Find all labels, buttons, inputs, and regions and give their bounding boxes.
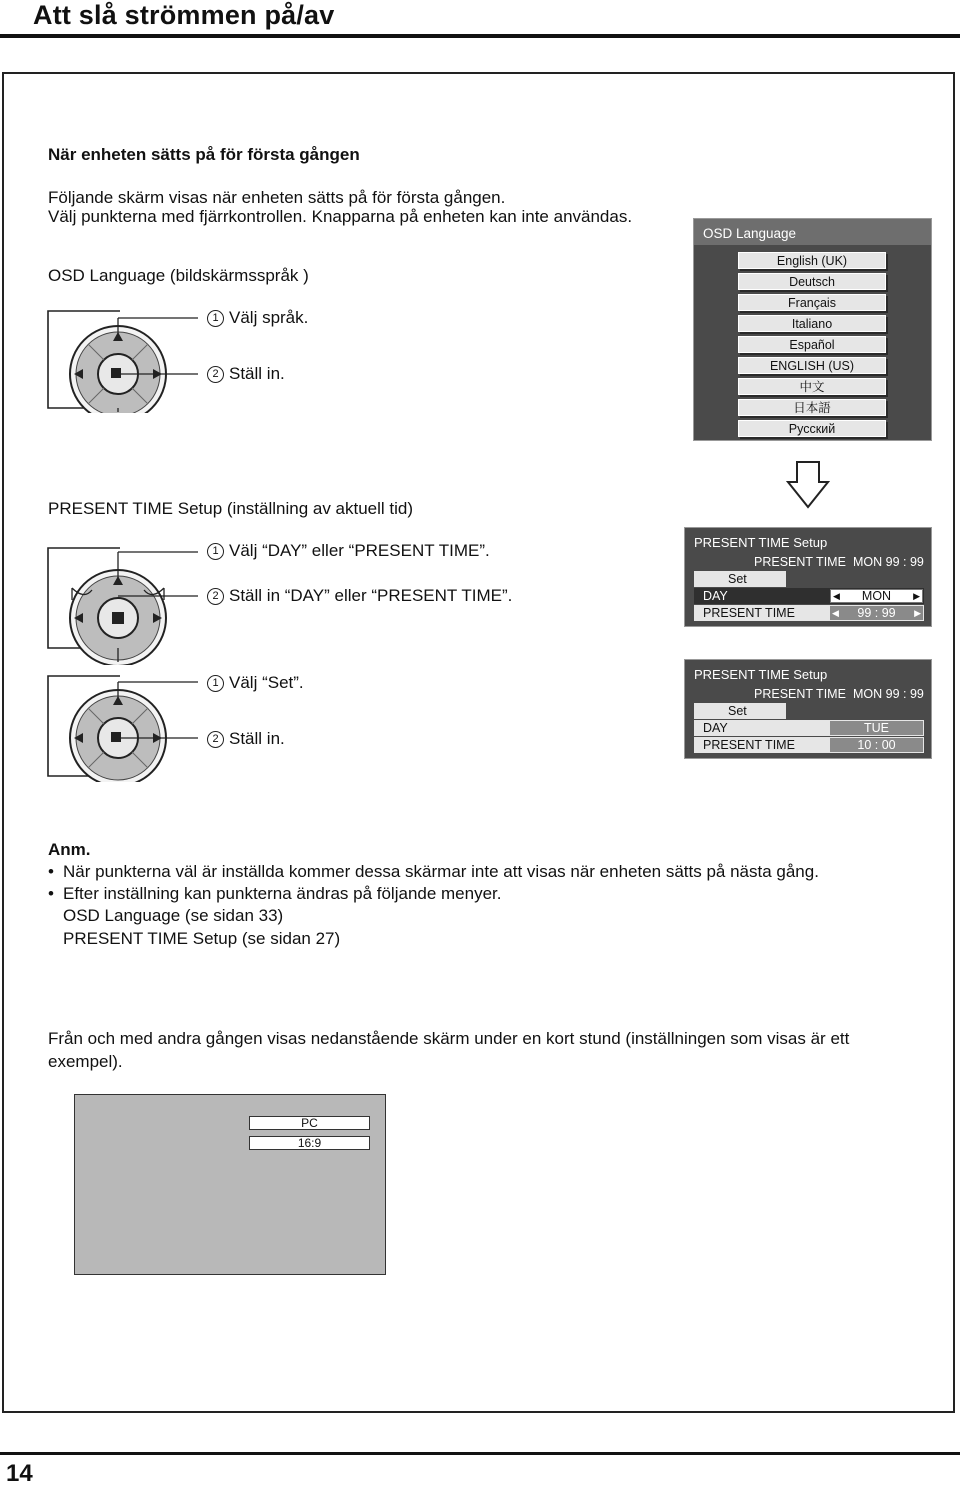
step-text: Välj “Set”. (229, 673, 304, 692)
footer-rule (0, 1452, 960, 1455)
screen-example (74, 1094, 386, 1275)
bullet: • (48, 884, 54, 903)
present-time-panel-b (684, 659, 932, 759)
language-option[interactable]: 日本語 (738, 399, 886, 416)
remote-dpad-diagram-2 (44, 540, 204, 665)
right-arrow-icon: ▶ (913, 591, 920, 601)
panel-b-time-label: PRESENT TIME (703, 738, 795, 752)
step-number: 1 (207, 675, 224, 692)
pt-step-3 (207, 673, 304, 693)
step-text: Ställ in. (229, 364, 285, 383)
note-ref-1: OSD Language (se sidan 33) (63, 906, 284, 925)
step-text: Välj språk. (229, 308, 309, 327)
step-number: 1 (207, 543, 224, 560)
osd-language-panel (693, 218, 932, 441)
step-number: 2 (207, 588, 224, 605)
note-bullet-2-text: Efter inställning kan punkterna ändras på följande menyer. (63, 884, 502, 903)
note-bullet-2 (48, 884, 54, 903)
bullet: • (48, 862, 54, 881)
panel-b-current-value: MON 99 : 99 (853, 687, 924, 701)
language-list (738, 252, 886, 441)
step-number: 2 (207, 366, 224, 383)
panel-a-day-value-text: MON (861, 589, 892, 603)
section2-text-line-1: Från och med andra gången visas nedanstående skärm under en kort stund (inställningen som visas är ett (48, 1029, 850, 1048)
intro-line-1: Följande skärm visas när enheten sätts på för första gången. (48, 188, 506, 207)
present-time-panel-a (684, 527, 932, 627)
language-option[interactable]: 中文 (738, 378, 886, 395)
osd-language-label: OSD Language (bildskärmsspråk ) (48, 266, 309, 285)
panel-b-title: PRESENT TIME Setup (694, 667, 828, 682)
title-rule (0, 34, 960, 38)
step-text: Ställ in. (229, 729, 285, 748)
pt-step-2 (207, 586, 512, 606)
page-title: Att slå strömmen på/av (33, 0, 335, 30)
language-option[interactable]: Français (738, 294, 886, 311)
intro-line-2: Välj punkterna med fjärrkontrollen. Knapparna på enheten kan inte användas. (48, 207, 633, 226)
osd-step-1 (207, 308, 308, 328)
note-bullet-1-text: När punkterna väl är inställda kommer dessa skärmar inte att visas när enheten sätts på nästa gång. (63, 862, 819, 881)
panel-a-title: PRESENT TIME Setup (694, 535, 828, 550)
panel-a-time-value-text: 99 : 99 (857, 606, 896, 620)
panel-a-current-value: MON 99 : 99 (853, 555, 924, 569)
remote-dpad-diagram-1 (44, 308, 204, 413)
section2-text-line-2: exempel). (48, 1052, 123, 1071)
panel-b-current-label: PRESENT TIME (754, 687, 846, 701)
panel-a-time-label: PRESENT TIME (703, 606, 795, 620)
panel-a-set-button[interactable]: Set (694, 571, 786, 587)
note-bullet-1 (48, 862, 54, 881)
panel-a-day-value[interactable] (830, 589, 923, 603)
page-number: 14 (6, 1460, 33, 1487)
step-text: Ställ in “DAY” eller “PRESENT TIME”. (229, 586, 513, 605)
pt-step-4 (207, 729, 285, 749)
language-option[interactable]: Русский (738, 420, 886, 437)
language-option[interactable]: Español (738, 336, 886, 353)
pt-step-1 (207, 541, 490, 561)
note-ref-2: PRESENT TIME Setup (se sidan 27) (63, 929, 341, 948)
right-arrow-icon: ▶ (914, 608, 921, 618)
remote-dpad-diagram-3 (44, 672, 204, 782)
language-option[interactable]: Deutsch (738, 273, 886, 290)
aspect-label: 16:9 (249, 1136, 370, 1150)
panel-b-day-label: DAY (703, 721, 728, 735)
step-number: 1 (207, 310, 224, 327)
step-text: Välj “DAY” eller “PRESENT TIME”. (229, 541, 490, 560)
language-option[interactable]: ENGLISH (US) (738, 357, 886, 374)
left-arrow-icon: ◀ (832, 608, 839, 618)
panel-a-current-label: PRESENT TIME (754, 555, 846, 569)
down-arrow-icon (786, 460, 830, 510)
note-heading: Anm. (48, 840, 91, 859)
language-option[interactable]: English (UK) (738, 252, 886, 269)
section-heading: När enheten sätts på för första gången (48, 145, 360, 164)
panel-a-time-value[interactable] (830, 606, 923, 620)
panel-a-day-label: DAY (703, 589, 728, 603)
panel-b-time-value[interactable]: 10 : 00 (830, 738, 923, 752)
input-label: PC (249, 1116, 370, 1130)
panel-b-set-button[interactable]: Set (694, 703, 786, 719)
osd-step-2 (207, 364, 285, 384)
osd-language-panel-title: OSD Language (694, 219, 931, 245)
step-number: 2 (207, 731, 224, 748)
left-arrow-icon: ◀ (833, 591, 840, 601)
language-option[interactable]: Italiano (738, 315, 886, 332)
panel-b-day-value[interactable]: TUE (830, 721, 923, 735)
present-time-label: PRESENT TIME Setup (inställning av aktuell tid) (48, 499, 414, 518)
